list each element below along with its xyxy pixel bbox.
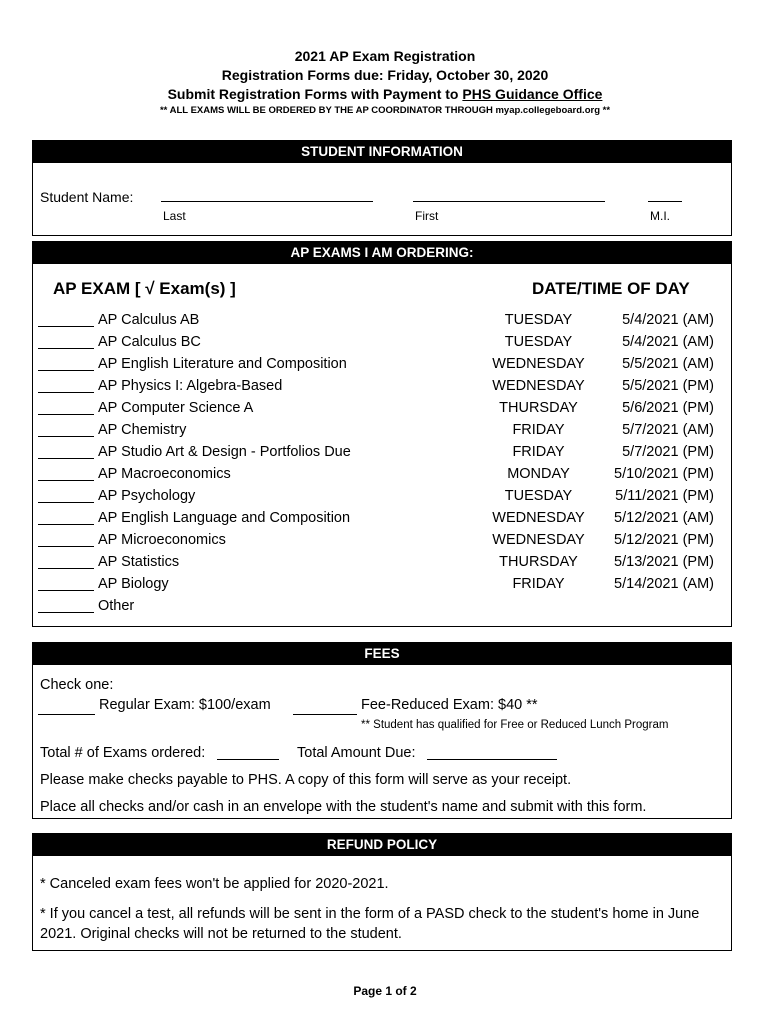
exam-row bbox=[33, 574, 730, 596]
exam-check-blank[interactable] bbox=[38, 524, 94, 525]
submit-office: PHS Guidance Office bbox=[462, 86, 603, 102]
total-exams-field[interactable] bbox=[217, 759, 279, 760]
exam-day: WEDNESDAY bbox=[492, 356, 585, 372]
due-date: Registration Forms due: Friday, October 30, 2020 bbox=[221, 67, 549, 83]
exam-check-blank[interactable] bbox=[38, 502, 94, 503]
exam-date: 5/11/2021 (PM) bbox=[615, 488, 714, 504]
exam-row bbox=[33, 552, 730, 574]
exam-date: 5/14/2021 (AM) bbox=[614, 576, 714, 592]
exam-name: AP Microeconomics bbox=[98, 532, 226, 548]
exam-date: 5/12/2021 (PM) bbox=[614, 532, 714, 548]
checks-payable-text: Please make checks payable to PHS. A copy of this form will serve as your receipt. bbox=[40, 772, 572, 788]
exam-day: FRIDAY bbox=[512, 444, 565, 460]
exam-day: FRIDAY bbox=[512, 576, 565, 592]
middle-initial-field[interactable] bbox=[648, 201, 682, 202]
exam-row bbox=[33, 530, 730, 552]
exam-check-blank[interactable] bbox=[38, 568, 94, 569]
exam-name: AP Studio Art & Design - Portfolios Due bbox=[98, 444, 351, 460]
exam-check-blank[interactable] bbox=[38, 348, 94, 349]
exam-row bbox=[33, 332, 730, 354]
date-column-header: DATE/TIME OF DAY bbox=[532, 279, 690, 298]
exam-check-blank[interactable] bbox=[38, 590, 94, 591]
exam-day: WEDNESDAY bbox=[492, 378, 585, 394]
exam-name: AP Calculus BC bbox=[98, 334, 201, 350]
exam-date: 5/5/2021 (PM) bbox=[622, 378, 714, 394]
mi-label: M.I. bbox=[650, 209, 670, 223]
form-title: 2021 AP Exam Registration bbox=[294, 48, 476, 64]
exam-row bbox=[33, 508, 730, 530]
fee-reduced-blank[interactable] bbox=[293, 714, 357, 715]
exam-day: FRIDAY bbox=[512, 422, 565, 438]
exam-check-blank[interactable] bbox=[38, 370, 94, 371]
exam-row bbox=[33, 486, 730, 508]
exam-day: TUESDAY bbox=[504, 334, 573, 350]
exam-day: THURSDAY bbox=[499, 400, 578, 416]
exam-day: WEDNESDAY bbox=[492, 510, 585, 526]
refund-item-2: * If you cancel a test, all refunds will be sent in the form of a PASD check to the student's home in June 2021. Original checks will not be returned to the student. bbox=[40, 906, 700, 942]
exam-list bbox=[33, 310, 730, 618]
regular-exam-label: Regular Exam: $100/exam bbox=[99, 697, 271, 713]
exam-name: AP Calculus AB bbox=[98, 312, 200, 328]
student-name-label: Student Name: bbox=[40, 189, 134, 205]
exam-check-blank[interactable] bbox=[38, 326, 94, 327]
ap-exams-bar: AP EXAMS I AM ORDERING: bbox=[33, 242, 731, 264]
exam-column-header: AP EXAM [ √ Exam(s) ] bbox=[53, 279, 236, 298]
exam-date: 5/7/2021 (AM) bbox=[622, 422, 714, 438]
exam-name: AP English Language and Composition bbox=[98, 510, 351, 526]
student-information-bar: STUDENT INFORMATION bbox=[33, 141, 731, 163]
exam-name: AP Macroeconomics bbox=[98, 466, 231, 482]
exam-name: Other bbox=[98, 598, 135, 614]
exam-check-blank[interactable] bbox=[38, 546, 94, 547]
exam-check-blank[interactable] bbox=[38, 458, 94, 459]
exam-date: 5/5/2021 (AM) bbox=[622, 356, 714, 372]
exam-check-blank[interactable] bbox=[38, 436, 94, 437]
first-name-field[interactable] bbox=[413, 201, 605, 202]
form-header bbox=[0, 47, 770, 118]
first-label: First bbox=[415, 209, 439, 223]
student-information-section bbox=[32, 140, 732, 236]
exam-day: THURSDAY bbox=[499, 554, 578, 570]
exam-name: AP Biology bbox=[98, 576, 169, 592]
check-one-label: Check one: bbox=[40, 677, 114, 693]
exam-check-blank[interactable] bbox=[38, 392, 94, 393]
exam-date: 5/4/2021 (AM) bbox=[622, 334, 714, 350]
exam-date: 5/13/2021 (PM) bbox=[614, 554, 714, 570]
exam-row bbox=[33, 376, 730, 398]
exam-date: 5/6/2021 (PM) bbox=[622, 400, 714, 416]
exam-row bbox=[33, 398, 730, 420]
exam-date: 5/12/2021 (AM) bbox=[614, 510, 714, 526]
exam-day: TUESDAY bbox=[504, 488, 573, 504]
exam-date: 5/7/2021 (PM) bbox=[622, 444, 714, 460]
exam-row bbox=[33, 464, 730, 486]
fees-bar: FEES bbox=[33, 643, 731, 665]
refund-item-1: * Canceled exam fees won't be applied for 2020-2021. bbox=[40, 876, 389, 892]
exam-name: AP Physics I: Algebra-Based bbox=[98, 378, 283, 394]
exam-day: MONDAY bbox=[507, 466, 570, 482]
last-name-field[interactable] bbox=[161, 201, 373, 202]
fee-reduced-label: Fee-Reduced Exam: $40 ** bbox=[361, 697, 538, 713]
exam-name: AP Computer Science A bbox=[98, 400, 254, 416]
refund-policy-bar: REFUND POLICY bbox=[33, 834, 731, 856]
exam-name: AP English Literature and Composition bbox=[98, 356, 347, 372]
ap-exams-section bbox=[32, 241, 732, 627]
submit-instructions bbox=[0, 85, 770, 104]
total-due-label: Total Amount Due: bbox=[297, 745, 416, 761]
submit-prefix: Submit Registration Forms with Payment to bbox=[167, 86, 463, 102]
total-exams-label: Total # of Exams ordered: bbox=[40, 745, 206, 761]
exam-row bbox=[33, 442, 730, 464]
exam-check-blank[interactable] bbox=[38, 612, 94, 613]
exam-date: 5/4/2021 (AM) bbox=[622, 312, 714, 328]
last-label: Last bbox=[163, 209, 186, 223]
exam-day: WEDNESDAY bbox=[492, 532, 585, 548]
exam-check-blank[interactable] bbox=[38, 480, 94, 481]
refund-policy-section bbox=[32, 833, 732, 951]
exam-row bbox=[33, 420, 730, 442]
exam-name: AP Statistics bbox=[98, 554, 180, 570]
coordinator-note: ** ALL EXAMS WILL BE ORDERED BY THE AP COORDINATOR THROUGH myap.collegeboard.org ** bbox=[159, 105, 611, 116]
exam-name: AP Psychology bbox=[98, 488, 196, 504]
exam-day: TUESDAY bbox=[504, 312, 573, 328]
total-due-field[interactable] bbox=[427, 759, 557, 760]
exam-row bbox=[33, 310, 730, 332]
exam-row bbox=[33, 596, 730, 618]
exam-name: AP Chemistry bbox=[98, 422, 187, 438]
exam-date: 5/10/2021 (PM) bbox=[614, 466, 714, 482]
exam-row bbox=[33, 354, 730, 376]
regular-exam-blank[interactable] bbox=[38, 714, 95, 715]
fees-section bbox=[32, 642, 732, 819]
exam-check-blank[interactable] bbox=[38, 414, 94, 415]
fee-reduced-note: ** Student has qualified for Free or Reduced Lunch Program bbox=[361, 719, 669, 731]
page-number: Page 1 of 2 bbox=[353, 984, 417, 998]
envelope-text: Place all checks and/or cash in an envelope with the student's name and submit with this form. bbox=[40, 799, 647, 815]
